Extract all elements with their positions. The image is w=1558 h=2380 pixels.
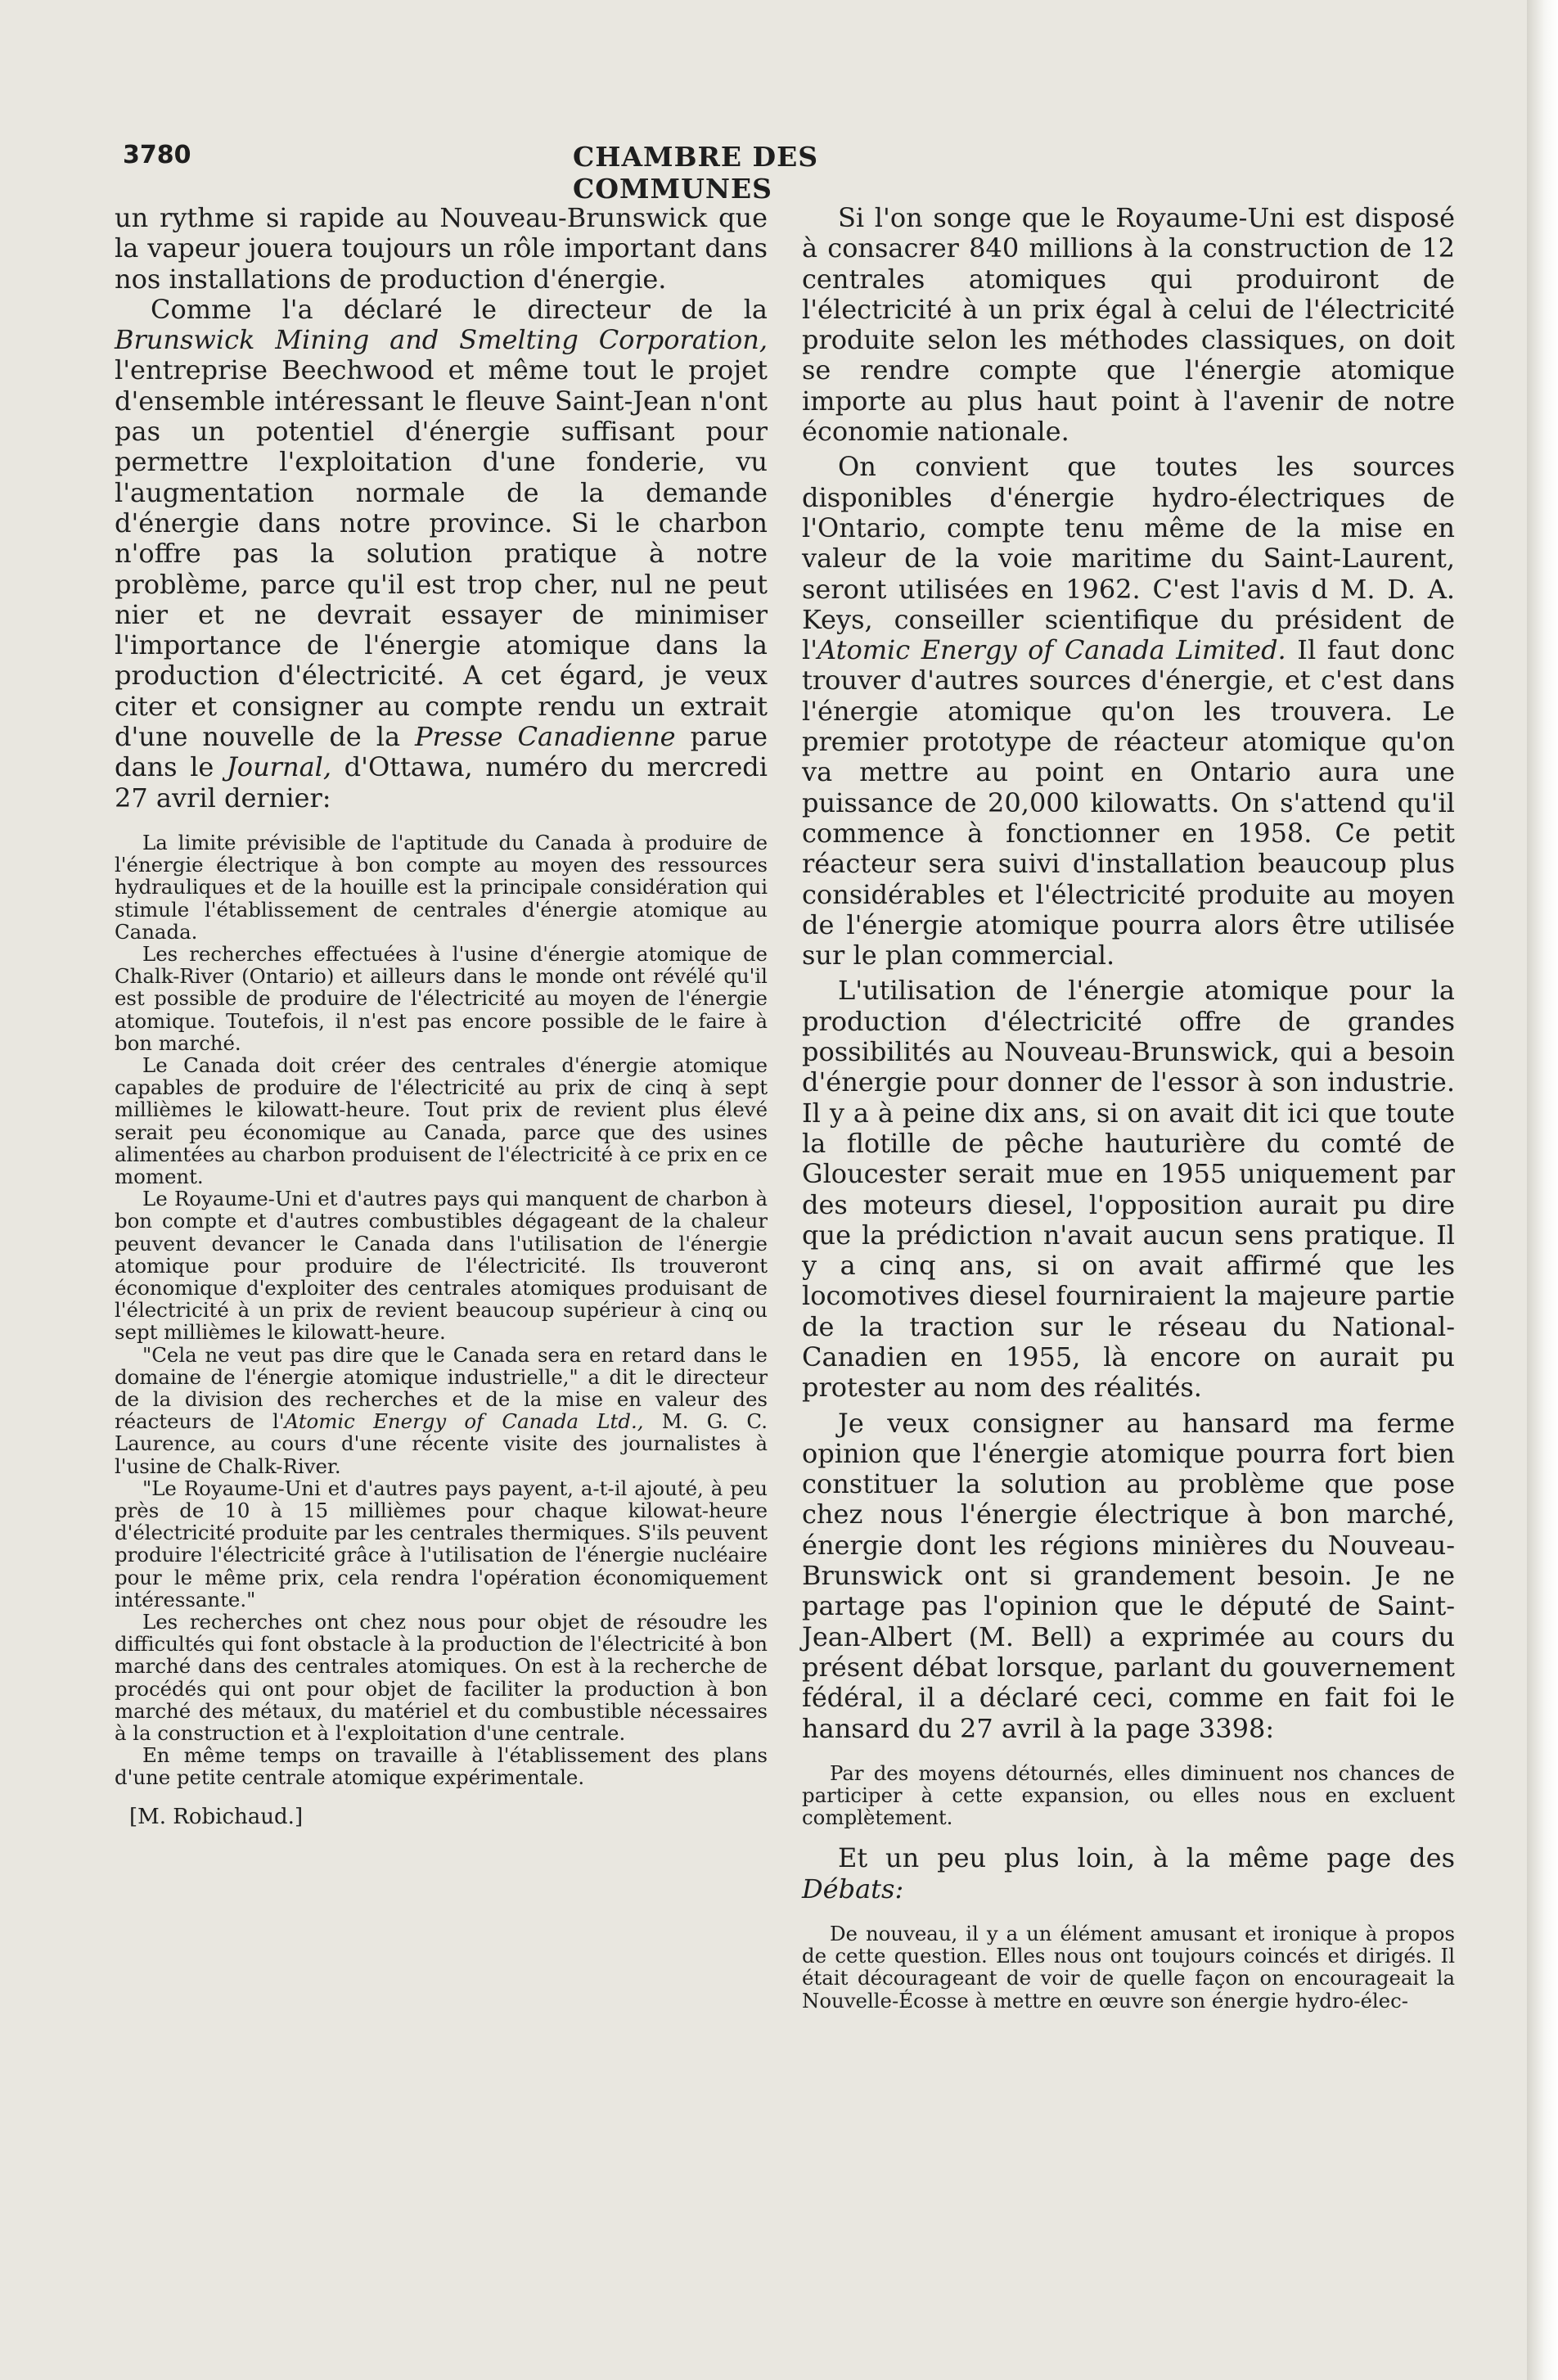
quoted-paragraph: La limite prévisible de l'aptitude du Canada à produire de l'énergie électrique à bon compte au moyen des ressources hydrauliques et de la houille est la principale considération qui stimule l'établissement de centrales d'énergie atomique au Canada. — [115, 830, 768, 944]
text: d'Ottawa, numéro du mercredi 27 avril dernier: — [115, 751, 768, 814]
quoted-paragraph: Le Royaume-Uni et d'autres pays qui manquent de charbon à bon compte et d'autres combustibles dégageant de la chaleur peuvent devancer le Canada dans l'utilisation de l'énergie atomique pour produire de l'électricité. Ils trouveront économique d'exploiter des centrales atomiques produisant de l'électricité à un prix de revient beaucoup supérieur à cinq ou sept millièmes le kilowatt-heure. — [115, 1187, 768, 1345]
company-name: Atomic Energy of Canada Ltd., — [284, 1409, 644, 1434]
quoted-paragraph: Par des moyens détournés, elles diminuent nos chances de participer à cette expansion, ou elles nous en excluent complètement. — [802, 1760, 1455, 1830]
quoted-paragraph: Les recherches effectuées à l'usine d'énergie atomique de Chalk-River (Ontario) et ailleurs dans le monde ont révélé qu'il est possible de produire de l'électricité au moyen de l'énergie atomique. Toutefois, il n'est pas encore possible de le faire à bon marché. — [115, 941, 768, 1055]
text: Et un peu plus loin, à la même page des — [838, 1842, 1455, 1874]
publication-name: Journal, — [226, 751, 332, 783]
paragraph — [802, 1843, 1455, 1904]
text: M. G. C. Laurence, au cours d'une récente visite des journalistes à l'usine de Chalk-River. — [115, 1409, 768, 1478]
text: l'entreprise Beechwood et même tout le projet d'ensemble intéressant le fleuve Saint-Jean n'ont pas un potentiel d'énergie suffisant pour permettre l'exploitation d'une fonderie, vu l'augmentation normale de la demande d'énergie dans notre province. Si le charbon n'offre pas la solution pratique à notre problème, parce qu'il est trop cher, nul ne peut nier et ne devrait essayer de minimiser l'importance de l'énergie atomique dans la production d'électricité. A cet égard, je veux citer et consigner au compte rendu un extrait d'une nouvelle de la — [115, 354, 768, 753]
text: parue dans le — [115, 721, 768, 783]
left-column — [115, 203, 768, 1830]
company-name: Atomic Energy of Canada Limited. — [817, 634, 1286, 666]
paragraph: un rythme si rapide au Nouveau-Brunswick que la vapeur jouera toujours un rôle important dans nos installations de production d'énergie. — [115, 202, 768, 295]
scan-edge — [1527, 0, 1558, 2380]
right-column — [802, 203, 1455, 2012]
company-name: Brunswick Mining and Smelting Corporation, — [115, 324, 768, 356]
speaker-attribution: [M. Robichaud.] — [129, 1804, 304, 1829]
quoted-paragraph: De nouveau, il y a un élément amusant et ironique à propos de cette question. Elles nous ont toujours coincés et dirigés. Il était décourageant de voir de quelle façon on encourageait la Nouvelle-Écosse à mettre en œuvre son énergie hydro-élec- — [802, 1922, 1455, 2013]
running-head: CHAMBRE DES COMMUNES — [573, 141, 819, 205]
quoted-paragraph: "Le Royaume-Uni et d'autres pays payent, a-t-il ajouté, à peu près de 10 à 15 millièmes pour chaque kilowat-heure d'électricité produite par les centrales thermiques. S'ils peuvent produire l'électricité grâce à l'utilisation de l'énergie nucléaire pour le même prix, cela rendra l'opération économiquement intéressante." — [115, 1476, 768, 1611]
publication-name: Débats: — [802, 1873, 904, 1904]
paragraph — [802, 452, 1455, 971]
paragraph: Si l'on songe que le Royaume-Uni est disposé à consacrer 840 millions à la construction de 12 centrales atomiques qui produiront de l'électricité à un prix égal à celui de l'électricité produite selon les méthodes classiques, on doit se rendre compte que l'énergie atomique importe au plus haut point à l'avenir de notre économie nationale. — [802, 202, 1455, 448]
text: "Cela ne veut pas dire que le Canada sera en retard dans le domaine de l'énergie atomique industrielle," a dit le directeur de la division des recherches et de la mise en valeur des réacteurs de l' — [115, 1342, 768, 1434]
paragraph — [115, 295, 768, 814]
text: Il faut donc trouver d'autres sources d'énergie, et c'est dans l'énergie atomique qu'on les trouvera. Le premier prototype de réacteur atomique qu'on va mettre au point en Ontario aura une puissance de 20,000 kilowatts. On s'attend qu'il commence à fonctionner en 1958. Ce petit réacteur sera suivi d'installation beaucoup plus considérables et l'électricité produite au moyen de l'énergie atomique pourra alors être utilisée sur le plan commercial. — [802, 634, 1455, 971]
quoted-paragraph — [115, 1344, 768, 1477]
quoted-paragraph: En même temps on travaille à l'établissement des plans d'une petite centrale atomique expérimentale. — [115, 1743, 768, 1790]
paragraph: L'utilisation de l'énergie atomique pour la production d'électricité offre de grandes possibilités au Nouveau-Brunswick, qui a besoin d'énergie pour donner de l'essor à son industrie. Il y a à peine dix ans, si on avait dit ici que toute la flotille de pêche hauturière du comté de Gloucester serait mue en 1955 uniquement par des moteurs diesel, l'opposition aurait pu dire que la prédiction n'avait aucun sens pratique. Il y a cinq ans, si on avait affirmé que les locomotives diesel fourniraient la majeure partie de la traction sur le réseau du National-Canadien en 1955, là encore on aurait pu protester au nom des réalités. — [802, 975, 1455, 1404]
quoted-paragraph: Le Canada doit créer des centrales d'énergie atomique capables de produire de l'électricité au prix de cinq à sept millièmes le kilowatt-heure. Tout prix de revient plus élevé serait peu économique au Canada, parce que des usines alimentées au charbon produisent de l'électricité à ce prix en ce moment. — [115, 1053, 768, 1188]
text: Comme l'a déclaré le directeur de la — [151, 293, 768, 325]
page-header — [123, 141, 1006, 205]
quoted-paragraph: Les recherches ont chez nous pour objet de résoudre les difficultés qui font obstacle à la production de l'électricité à bon marché dans des centrales atomiques. On est à la recherche de procédés qui ont pour objet de faciliter la production à bon marché des métaux, du matériel et du combustible nécessaires à la construction et à l'exploitation d'une centrale. — [115, 1610, 768, 1746]
text: On convient que toutes les sources disponibles d'énergie hydro-électriques de l'Ontario, compte tenu même de la mise en valeur de la voie maritime du Saint-Laurent, seront utilisées en 1962. C'est l'avis d M. D. A. Keys, conseiller scientifique du président de l' — [802, 451, 1455, 666]
publication-name: Presse Canadienne — [415, 721, 676, 753]
paragraph: Je veux consigner au hansard ma ferme opinion que l'énergie atomique pourra fort bien constituer la solution au problème que pose chez nous l'énergie électrique à bon marché, énergie dont les régions minières du Nouveau-Brunswick ont si grandement besoin. Je ne partage pas l'opinion que le député de Saint-Jean-Albert (M. Bell) a exprimée au cours du présent débat lorsque, parlant du gouvernement fédéral, il a déclaré ceci, comme en fait foi le hansard du 27 avril à la page 3398: — [802, 1407, 1455, 1744]
page-number: 3780 — [123, 141, 191, 169]
